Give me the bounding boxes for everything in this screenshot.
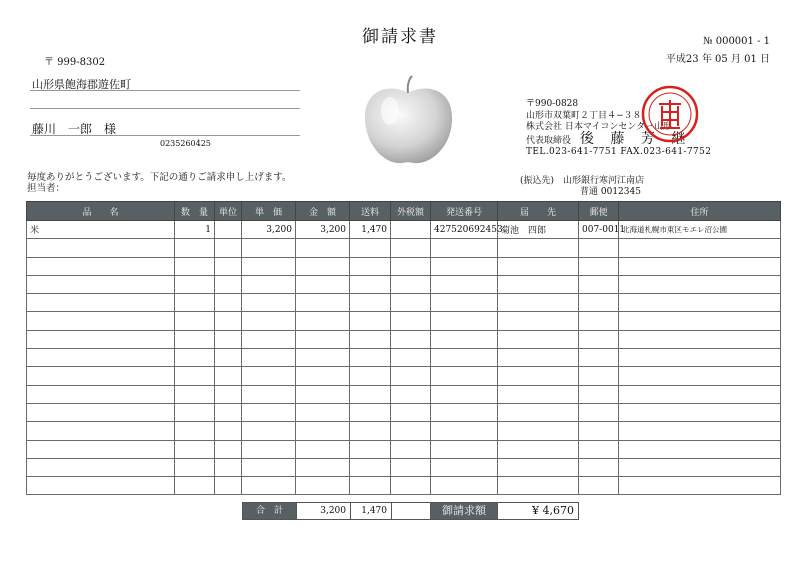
- col-tax: 外税額: [391, 202, 431, 221]
- table-cell: [215, 239, 242, 257]
- table-cell: [431, 440, 498, 458]
- table-cell: [215, 330, 242, 348]
- table-cell: [498, 275, 579, 293]
- table-cell: [175, 257, 215, 275]
- table-row: [27, 349, 781, 367]
- table-cell: [619, 385, 781, 403]
- table-cell: [27, 239, 175, 257]
- table-cell: [242, 385, 296, 403]
- table-cell: [579, 275, 619, 293]
- table-cell: [431, 330, 498, 348]
- table-cell: [175, 239, 215, 257]
- table-cell: [27, 294, 175, 312]
- table-cell: [175, 312, 215, 330]
- table-cell: [431, 312, 498, 330]
- table-cell: [27, 330, 175, 348]
- col-address: 住所: [619, 202, 781, 221]
- table-cell: [619, 403, 781, 421]
- table-cell: [175, 294, 215, 312]
- table-cell: [27, 349, 175, 367]
- sender-company: 株式会社 日本マイコンセンター山形: [526, 122, 672, 132]
- table-cell: [579, 367, 619, 385]
- col-shipping: 送料: [350, 202, 391, 221]
- table-cell: [498, 312, 579, 330]
- table-cell: [296, 385, 350, 403]
- table-cell: [431, 367, 498, 385]
- table-cell: [350, 330, 391, 348]
- table-cell: [215, 294, 242, 312]
- table-cell: [27, 257, 175, 275]
- table-cell: [175, 275, 215, 293]
- cell-item-name: 米: [27, 221, 175, 239]
- table-cell: [391, 294, 431, 312]
- table-cell: [296, 312, 350, 330]
- bank-account: 普通 0012345: [580, 187, 641, 197]
- cell-postal: 007-0011: [579, 221, 619, 239]
- table-cell: [296, 440, 350, 458]
- table-cell: [391, 458, 431, 476]
- table-cell: [498, 403, 579, 421]
- table-cell: [215, 385, 242, 403]
- table-cell: [579, 349, 619, 367]
- cell-unit-price: 3,200: [242, 221, 296, 239]
- sender-tel-fax: TEL.023-641-7751 FAX.023-641-7752: [526, 147, 712, 157]
- col-amount: 金 額: [296, 202, 350, 221]
- staff-label: 担当者：: [27, 183, 66, 194]
- table-cell: [296, 458, 350, 476]
- table-row: [27, 458, 781, 476]
- table-cell: [498, 477, 579, 495]
- table-cell: [296, 257, 350, 275]
- table-cell: [215, 477, 242, 495]
- issue-date: 平成23 年 05 月 01 日: [665, 54, 770, 65]
- table-cell: [242, 294, 296, 312]
- table-cell: [27, 312, 175, 330]
- table-cell: [175, 422, 215, 440]
- table-cell: [296, 275, 350, 293]
- table-cell: [431, 422, 498, 440]
- table-row: [27, 403, 781, 421]
- table-cell: [242, 422, 296, 440]
- address-underline-2: [30, 108, 300, 109]
- name-underline: [30, 135, 300, 136]
- table-cell: [391, 422, 431, 440]
- table-cell: [242, 239, 296, 257]
- table-cell: [27, 422, 175, 440]
- cell-shipping: 1,470: [350, 221, 391, 239]
- bank-label: (振込先): [520, 176, 555, 186]
- table-cell: [619, 440, 781, 458]
- recipient-phone: 0235260425: [160, 139, 211, 148]
- table-cell: [579, 403, 619, 421]
- table-cell: [391, 367, 431, 385]
- table-row: [27, 239, 781, 257]
- cell-unit: [215, 221, 242, 239]
- address-underline: [30, 90, 300, 91]
- table-cell: [175, 330, 215, 348]
- table-cell: [296, 330, 350, 348]
- table-cell: [579, 477, 619, 495]
- cell-amount: 3,200: [296, 221, 350, 239]
- table-cell: [350, 440, 391, 458]
- cell-recipient: 菊池 四郎: [498, 221, 579, 239]
- table-cell: [27, 403, 175, 421]
- table-cell: [296, 477, 350, 495]
- table-cell: [27, 367, 175, 385]
- table-cell: [579, 257, 619, 275]
- table-cell: [27, 440, 175, 458]
- table-row: [27, 221, 781, 239]
- table-cell: [215, 275, 242, 293]
- table-cell: [431, 477, 498, 495]
- table-cell: [579, 294, 619, 312]
- company-seal-icon: [640, 84, 700, 144]
- table-cell: [215, 367, 242, 385]
- table-cell: [579, 312, 619, 330]
- table-cell: [498, 385, 579, 403]
- table-cell: [215, 403, 242, 421]
- table-cell: [391, 257, 431, 275]
- table-cell: [498, 349, 579, 367]
- table-cell: [242, 257, 296, 275]
- table-cell: [619, 422, 781, 440]
- table-row: [27, 312, 781, 330]
- table-cell: [27, 275, 175, 293]
- table-cell: [350, 239, 391, 257]
- table-cell: [350, 349, 391, 367]
- table-cell: [498, 257, 579, 275]
- table-cell: [431, 257, 498, 275]
- col-unit-price: 単 価: [242, 202, 296, 221]
- table-cell: [619, 367, 781, 385]
- table-cell: [175, 385, 215, 403]
- table-cell: [498, 294, 579, 312]
- table-cell: [619, 349, 781, 367]
- table-cell: [242, 330, 296, 348]
- table-cell: [619, 239, 781, 257]
- table-cell: [215, 458, 242, 476]
- table-cell: [431, 458, 498, 476]
- table-cell: [431, 275, 498, 293]
- document-title: 御請求書: [362, 27, 438, 47]
- table-cell: [391, 312, 431, 330]
- table-cell: [242, 477, 296, 495]
- table-cell: [296, 239, 350, 257]
- table-row: [27, 330, 781, 348]
- cell-address: 北海道札幌市東区モエレ沼公園: [619, 221, 781, 239]
- col-quantity: 数 量: [175, 202, 215, 221]
- cell-tax: [391, 221, 431, 239]
- table-cell: [242, 367, 296, 385]
- table-cell: [242, 349, 296, 367]
- table-cell: [175, 477, 215, 495]
- table-cell: [242, 458, 296, 476]
- table-cell: [391, 440, 431, 458]
- cell-tracking-no: 427520692453: [431, 221, 498, 239]
- total-label: 合 計: [242, 502, 297, 520]
- table-cell: [27, 477, 175, 495]
- table-cell: [242, 312, 296, 330]
- table-row: [27, 294, 781, 312]
- table-cell: [215, 422, 242, 440]
- table-cell: [350, 385, 391, 403]
- table-cell: [350, 312, 391, 330]
- table-cell: [215, 440, 242, 458]
- table-cell: [431, 403, 498, 421]
- table-row: [27, 477, 781, 495]
- table-cell: [498, 422, 579, 440]
- table-cell: [579, 458, 619, 476]
- table-cell: [391, 385, 431, 403]
- table-cell: [391, 239, 431, 257]
- total-amount: 3,200: [296, 502, 351, 520]
- table-cell: [27, 385, 175, 403]
- table-cell: [619, 477, 781, 495]
- items-table: [26, 201, 781, 495]
- col-postal: 郵便: [579, 202, 619, 221]
- col-item-name: 品 名: [27, 202, 175, 221]
- recipient-postal: 〒 999-8302: [44, 57, 106, 68]
- table-cell: [619, 275, 781, 293]
- bank-info: [520, 176, 644, 198]
- sender-address: 山形市双葉町２丁目４−３８: [526, 110, 642, 121]
- table-cell: [579, 422, 619, 440]
- bank-name: 山形銀行寒河江南店: [563, 176, 645, 186]
- table-cell: [242, 403, 296, 421]
- table-cell: [175, 458, 215, 476]
- table-cell: [242, 275, 296, 293]
- table-cell: [175, 349, 215, 367]
- table-cell: [498, 440, 579, 458]
- table-cell: [215, 312, 242, 330]
- table-cell: [350, 458, 391, 476]
- table-cell: [350, 422, 391, 440]
- sender-rep-title: 代表取締役: [526, 135, 572, 146]
- table-cell: [498, 458, 579, 476]
- table-cell: [498, 239, 579, 257]
- table-cell: [579, 440, 619, 458]
- table-cell: [619, 312, 781, 330]
- table-cell: [296, 403, 350, 421]
- table-cell: [296, 422, 350, 440]
- table-header-row: [27, 202, 781, 221]
- table-cell: [391, 330, 431, 348]
- table-cell: [579, 385, 619, 403]
- table-cell: [391, 477, 431, 495]
- table-cell: [175, 440, 215, 458]
- table-row: [27, 385, 781, 403]
- recipient-name: 藤川 一郎 様: [32, 122, 117, 136]
- table-row: [27, 367, 781, 385]
- grand-total-label: 御請求額: [430, 502, 498, 520]
- table-cell: [619, 294, 781, 312]
- table-row: [27, 422, 781, 440]
- table-cell: [579, 239, 619, 257]
- table-cell: [215, 257, 242, 275]
- sender-postal: 〒990-0828: [526, 99, 579, 109]
- table-row: [27, 275, 781, 293]
- table-cell: [215, 349, 242, 367]
- table-cell: [498, 367, 579, 385]
- grand-total-amount: ¥ 4,670: [497, 502, 579, 520]
- col-unit: 単位: [215, 202, 242, 221]
- table-cell: [296, 367, 350, 385]
- table-cell: [242, 440, 296, 458]
- table-cell: [391, 275, 431, 293]
- table-cell: [350, 403, 391, 421]
- greeting-text: 毎度ありがとうございます。下記の通りご請求申し上げます。: [27, 172, 292, 183]
- table-cell: [431, 385, 498, 403]
- document-number: № 000001 - 1: [703, 36, 770, 47]
- table-cell: [350, 367, 391, 385]
- table-cell: [619, 458, 781, 476]
- table-cell: [619, 330, 781, 348]
- table-cell: [296, 349, 350, 367]
- table-cell: [350, 257, 391, 275]
- table-cell: [431, 349, 498, 367]
- col-recipient: 届 先: [498, 202, 579, 221]
- table-row: [27, 257, 781, 275]
- apple-image: [360, 75, 456, 167]
- greeting-block: [27, 172, 291, 194]
- table-cell: [498, 330, 579, 348]
- table-cell: [27, 458, 175, 476]
- cell-quantity: 1: [175, 221, 215, 239]
- total-shipping: 1,470: [350, 502, 392, 520]
- table-cell: [431, 294, 498, 312]
- table-cell: [619, 257, 781, 275]
- table-cell: [175, 367, 215, 385]
- items-body: [27, 221, 781, 495]
- table-cell: [350, 294, 391, 312]
- table-row: [27, 440, 781, 458]
- col-tracking-no: 発送番号: [431, 202, 498, 221]
- recipient-address: 山形県飽海郡遊佐町: [32, 78, 131, 91]
- sender-rep-name: 後 藤 芳 継: [580, 130, 692, 147]
- table-cell: [579, 330, 619, 348]
- table-cell: [350, 477, 391, 495]
- table-cell: [296, 294, 350, 312]
- table-cell: [391, 349, 431, 367]
- table-cell: [350, 275, 391, 293]
- table-cell: [391, 403, 431, 421]
- table-cell: [431, 239, 498, 257]
- total-tax: [391, 502, 431, 520]
- table-cell: [175, 403, 215, 421]
